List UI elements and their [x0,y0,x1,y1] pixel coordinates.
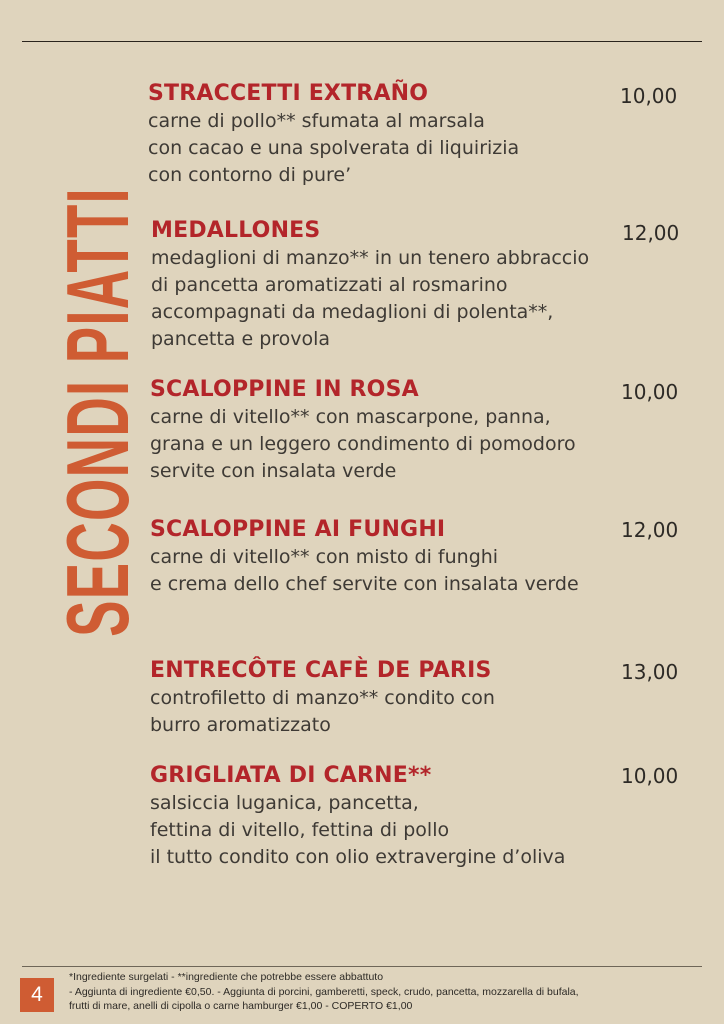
footnote-line: frutti di mare, anelli di cipolla o carne hamburger €1,00 - COPERTO €1,00 [69,1000,413,1012]
dish-price: 10,00 [621,380,679,404]
dish-name: SCALOPPINE AI FUNGHI [150,517,446,542]
dish-description: carne di vitello** con misto di funghi e crema dello chef servite con insalata verde [150,546,579,595]
dish-description: medaglioni di manzo** in un tenero abbraccio di pancetta aromatizzati al rosmarino accompagnati da medaglioni di polenta**, pancetta e provola [151,247,590,350]
bottom-divider [22,966,702,967]
dish-description: salsiccia luganica, pancetta, fettina di vitello, fettina di pollo il tutto condito con olio extravergine d’oliva [150,792,566,868]
dish-name: ENTRECÔTE CAFÈ DE PARIS [150,658,492,683]
menu-item-straccetti [148,80,688,189]
dish-price: 12,00 [622,221,680,245]
dish-name: GRIGLIATA DI CARNE** [150,763,432,788]
dish-name: SCALOPPINE IN ROSA [150,377,419,402]
page-number: 4 [20,978,54,1012]
dish-price: 13,00 [621,660,679,684]
menu-item-scaloppine-rosa [150,376,690,485]
dish-description: carne di pollo** sfumata al marsala con cacao e una spolverata di liquirizia con contorno di pure’ [148,110,520,186]
dish-price: 10,00 [620,84,678,108]
menu-item-grigliata [150,762,690,871]
dish-name: MEDALLONES [151,218,321,243]
dish-price: 10,00 [621,764,679,788]
footnote-line: - Aggiunta di ingrediente €0,50. - Aggiunta di porcini, gamberetti, speck, crudo, pancetta, mozzarella di bufala, [69,985,579,998]
top-divider [22,41,702,42]
footnote [69,970,709,1014]
menu-item-scaloppine-funghi [150,516,690,598]
dish-description: carne di vitello** con mascarpone, panna, grana e un leggero condimento di pomodoro servite con insalata verde [150,406,576,482]
dish-name: STRACCETTI EXTRAÑO [148,81,429,106]
footnote-line: *Ingrediente surgelati - **ingrediente che potrebbe essere abbattuto [69,971,384,983]
dish-price: 12,00 [621,518,679,542]
menu-item-entrecote [150,657,690,739]
dish-description: controfiletto di manzo** condito con burro aromatizzato [150,687,495,736]
menu-item-medallones [151,217,691,353]
section-title: SECONDI PIATTI [48,187,147,637]
